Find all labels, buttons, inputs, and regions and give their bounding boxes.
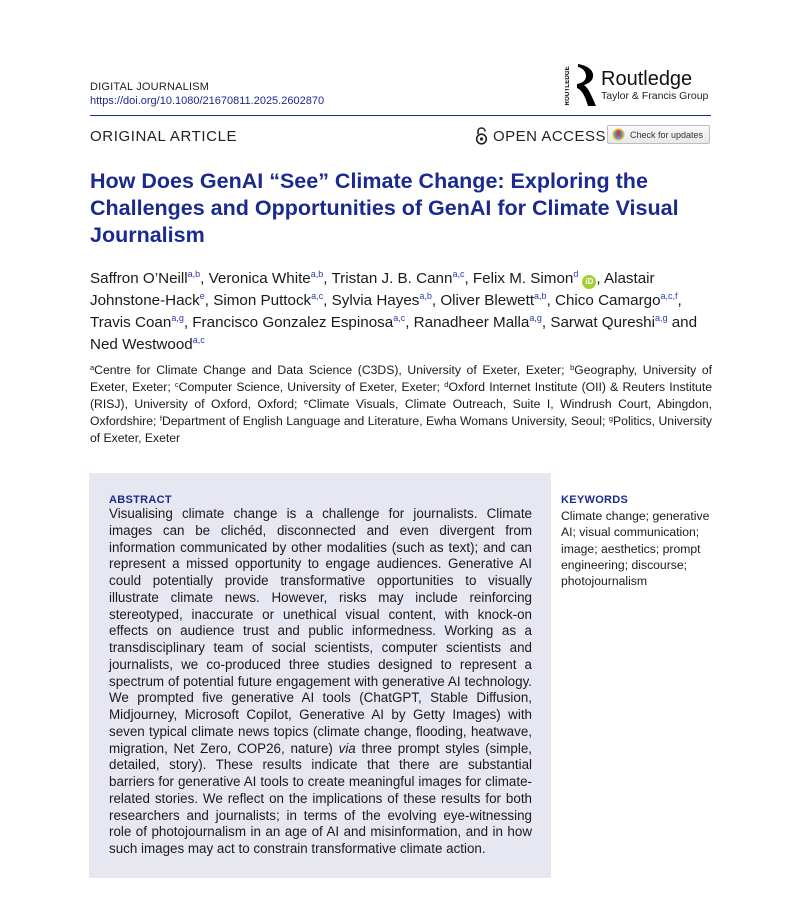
keyword-item: aesthetics; — [600, 541, 663, 556]
affiliation-key: a — [90, 363, 95, 372]
open-access-badge — [475, 127, 606, 145]
author-name: Simon Puttock — [213, 292, 312, 309]
keyword-item: prompt engineering; — [561, 541, 701, 572]
abstract-body — [109, 506, 532, 858]
keyword-item: discourse; — [631, 557, 688, 572]
keyword-item: photojournalism — [561, 574, 648, 589]
affiliation-key: f — [159, 414, 162, 423]
keywords-list — [561, 508, 711, 589]
routledge-r-icon — [575, 64, 597, 106]
author-affiliation-link[interactable]: d — [573, 269, 579, 279]
author-affiliation-link[interactable]: a,g — [529, 313, 542, 323]
open-access-lock-icon — [475, 127, 488, 145]
check-for-updates-button[interactable] — [607, 125, 710, 144]
keyword-item: visual communication; — [579, 525, 700, 540]
author-affiliation-link[interactable]: a,c — [393, 313, 406, 323]
author-name: Tristan J. B. Cann — [331, 270, 453, 287]
affiliation-text: Computer Science, University of Exeter, Exeter; — [178, 380, 445, 394]
crossmark-icon — [612, 128, 625, 141]
affiliation-text: Centre for Climate Change and Data Science (C3DS), University of Exeter, Exeter; — [94, 363, 571, 377]
abstract-text-part-1: Visualising climate change is a challenge for journalists. Climate images can be clichéd, disconnected and even divergent from information communicated by other modalities (such as text); and can represent a missed opportunity to engage audiences. Generative AI could potentially provide transformative opportunities to visually illustrate climate news. However, risks may include reinforcing stereotyped, inaccurate or unethical visual content, with knock-on effects on audience trust and public informedness. Working as a transdisciplinary team of social scientists, computer scientists and journalists, we co-produced three studies designed to represent a spectrum of potential future engagement with generative AI technology. We prompted five generative AI tools (ChatGPT, Stable Diffusion, Midjourney, Microsoft Copilot, Generative AI by Getty Images) with seven typical climate news topics (climate change, flooding, heatwave, migration, Net Zero, COP26, nature) — [109, 506, 532, 756]
routledge-mark-icon — [565, 64, 597, 106]
abstract-italic-word: via — [338, 740, 356, 756]
publisher-vertical-text: ROUTLEDGE — [565, 66, 571, 106]
author-affiliation-link[interactable]: a,b — [187, 269, 201, 279]
keywords-heading: KEYWORDS — [561, 494, 629, 506]
author-name: Francisco Gonzalez Espinosa — [192, 314, 394, 331]
open-access-label: OPEN ACCESS — [493, 127, 607, 145]
author-name: Veronica White — [208, 270, 311, 287]
author-name: Travis Coan — [90, 314, 172, 331]
author-affiliation-link[interactable]: a,b — [419, 291, 432, 301]
author-affiliation-link[interactable]: a,g — [171, 313, 184, 323]
affiliation-text: Climate Visuals, Climate Outreach, Suite I, Windrush Court, Abingdon, Oxfordshire; — [90, 397, 712, 428]
check-for-updates-label: Check for updates — [630, 129, 704, 140]
author-name: Saffron O’Neill — [90, 270, 188, 287]
affiliation-key: e — [303, 397, 309, 406]
affiliation-text: Politics, University of Exeter, Exeter — [90, 414, 712, 445]
author-affiliation-link[interactable]: a,c — [192, 335, 205, 345]
article-type: ORIGINAL ARTICLE — [90, 128, 238, 145]
author-name: Ned Westwood — [90, 336, 193, 353]
publisher-logo — [565, 63, 708, 107]
author-name: Chico Camargo — [555, 292, 661, 309]
author-name: Alastair Johnstone-Hack — [90, 270, 655, 309]
author-name: Sarwat Qureshi — [550, 314, 655, 331]
author-list: Saffron O’Neill$^{a,b}$, Veronica White$^{a,b}$, Tristan J. B. Cann$^{a,c}$, Felix M. Simon$^d$iD , Alastair Johnstone-Hack$^e$, Simon Puttock$^{a,c}$, Sylvia Hayes$^{a,b}$, Oliver Blewett$^{a,b}$, Chico Camargo$^{a,c,f}$, Travis Coan$^{a,g}$, Francisco Gonzalez Espinosa$^{a,c}$, Ranadheer Malla$^{a,g}$, Sarwat Qureshi$^{a,g}$ and Ned Westwood$^{a,c}$ — [90, 269, 698, 353]
publisher-name: Routledge — [601, 67, 693, 90]
author-affiliation-link[interactable]: a,b — [534, 291, 547, 301]
abstract-heading: ABSTRACT — [109, 494, 172, 506]
author-name: Oliver Blewett — [440, 292, 535, 309]
affiliation-key: g — [608, 414, 614, 423]
author-name: Ranadheer Malla — [413, 314, 530, 331]
author-name: Sylvia Hayes — [331, 292, 420, 309]
author-affiliation-link[interactable]: a,c,f — [660, 291, 678, 301]
orcid-icon[interactable]: iD — [582, 275, 596, 289]
keyword-item: generative AI; — [561, 509, 710, 540]
author-affiliation-link[interactable]: a,g — [654, 313, 668, 323]
doi-link[interactable]: https://doi.org/10.1080/21670811.2025.2602870 — [90, 95, 325, 107]
keyword-item: Climate change; — [561, 509, 653, 523]
author-name: Felix M. Simon — [472, 270, 574, 287]
journal-name: DIGITAL JOURNALISM — [90, 81, 210, 93]
publisher-group: Taylor & Francis Group — [601, 89, 709, 102]
abstract-text-part-2: three prompt styles (simple, detailed, story). These results indicate that there are substantial barriers for generative AI tools to create meaningful images for climate-related stories. We reflect on the implications of these results for both researchers and journalists; in terms of the evolving eye-witnessing role of photojournalism in an age of AI and misinformation, and in how such images may act to constrain transformative climate action. — [109, 740, 532, 856]
affiliation-key: b — [570, 363, 575, 372]
affiliations — [90, 362, 712, 447]
affiliation-text: Department of English Language and Literature, Ewha Womans University, Seoul; — [161, 414, 609, 428]
article-title: How Does GenAI “See” Climate Change: Exploring the Challenges and Opportunities of GenAI for Climate Visual Journalism — [90, 169, 679, 247]
affiliation-text: Geography, University of Exeter, Exeter; — [90, 363, 712, 394]
keyword-item: image; — [561, 541, 601, 556]
author-affiliation-link[interactable]: a,b — [310, 269, 324, 279]
header-divider — [90, 115, 711, 116]
affiliation-key: c — [174, 380, 179, 389]
author-affiliation-link[interactable]: a,c — [452, 269, 465, 279]
affiliation-text: Oxford Internet Institute (OII) & Reuters Institute (RISJ), University of Oxford, Oxford; — [90, 380, 712, 411]
affiliation-key: d — [444, 380, 449, 389]
author-affiliation-link[interactable]: e — [199, 291, 205, 301]
author-affiliation-link[interactable]: a,c — [311, 291, 324, 301]
